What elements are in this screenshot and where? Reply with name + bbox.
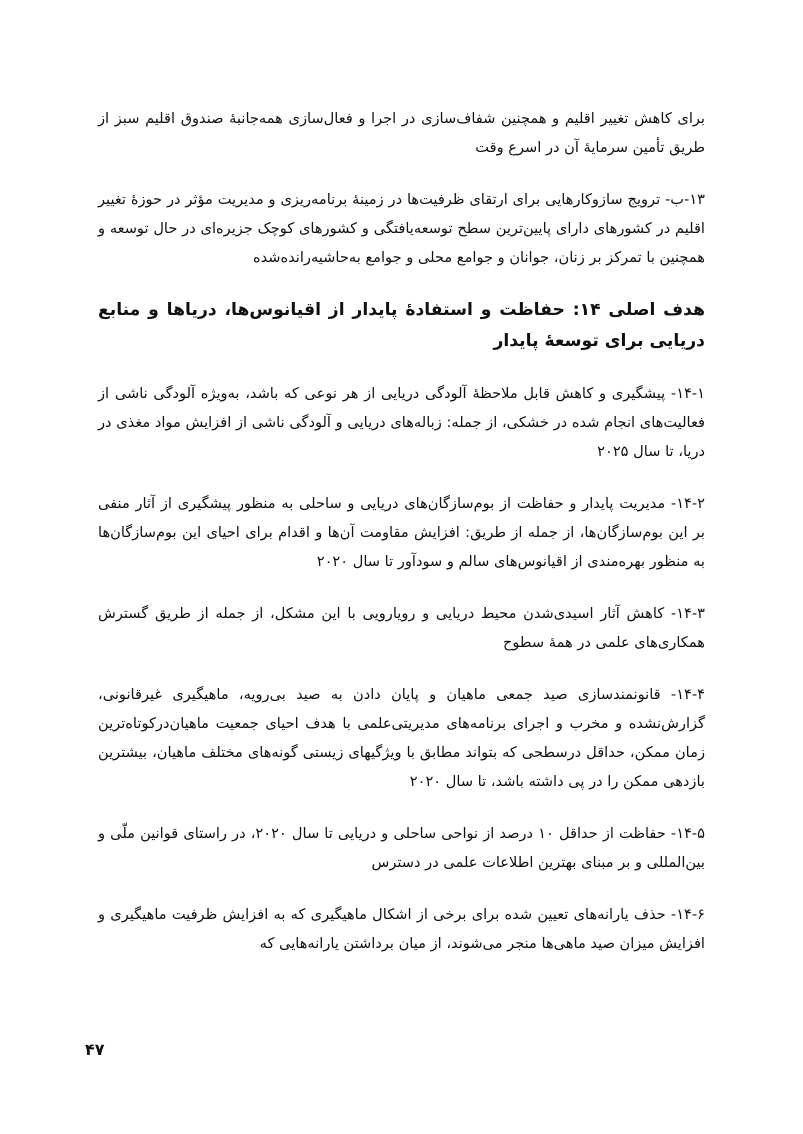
target-14-3: ۱۴-۳- کاهش آثار اسیدی‌شدن محیط دریایی و رویارویی با این مشکل، از جمله از طریق گسترش همکاری‌های علمی در همهٔ سطوح bbox=[98, 605, 705, 651]
target-14-6: ۱۴-۶- حذف یارانه‌های تعیین شده برای برخی از اشکال ماهیگیری که به افزایش ظرفیت ماهیگیری و افزایش میزان صید ماهی‌ها منجر می‌شوند، از میان برداشتن یارانه‌هایی که bbox=[98, 906, 705, 952]
page-number: ۴۷ bbox=[85, 1040, 105, 1059]
page-content bbox=[98, 104, 705, 981]
target-14-1: ۱۴-۱- پیشگیری و کاهش قابل ملاحظهٔ آلودگی دریایی از هر نوعی که باشد، به‌ویژه آلودگی ناشی از فعالیت‌های انجام شده در خشکی، از جمله: زباله‌های دریایی و آلودگی ناشی از افزایش مواد مغذی در دریا، تا سال ۲۰۲۵ bbox=[98, 385, 705, 460]
goal-14-heading: هدف اصلی ۱۴: حفاظت و استفادهٔ پایدار از اقیانوس‌ها، دریاها و منابع دریایی برای توسعهٔ پایدار bbox=[98, 300, 705, 351]
paragraph-target-13b: ۱۳-ب- ترویج سازوکارهایی برای ارتقای ظرفیت‌ها در زمینهٔ برنامه‌ریزی و مدیریت مؤثر در حوزهٔ تغییر اقلیم در کشورهای دارای پایین‌ترین سطح توسعه‌یافتگی و کشورهای کوچک جزیره‌ای در حال توسعه و همچنین با تمرکز بر زنان، جوانان و جوامع محلی و جوامع به‌حاشیه‌رانده‌شده bbox=[98, 191, 705, 266]
target-14-4: ۱۴-۴- قانونمندسازی صید جمعی ماهیان و پایان دادن به صید بی‌رویه، ماهیگیری غیرقانونی، گزارش‌نشده و مخرب و اجرای برنامه‌های مدیریتی‌علمی با هدف احیای جمعیت ماهیان‌درکوتاه‌ترین زمان ممکن، حداقل درسطحی که بتواند مطابق با ویژگیهای زیستی گونه‌های مختلف ماهیان، بیشترین بازدهی ممکن را در پی داشته باشد، تا سال ۲۰۲۰ bbox=[98, 686, 705, 790]
target-14-5: ۱۴-۵- حفاظت از حداقل ۱۰ درصد از نواحی ساحلی و دریایی تا سال ۲۰۲۰، در راستای قوانین ملّی و بین‌المللی و بر مبنای بهترین اطلاعات علمی در دسترس bbox=[98, 825, 705, 871]
target-14-2: ۱۴-۲- مدیریت پایدار و حفاظت از بوم‌سازگان‌های دریایی و ساحلی به منظور پیشگیری از آثار منفی بر این بوم‌سازگان‌ها، از جمله از طریق: افزایش مقاومت آن‌ها و اقدام برای احیای این بوم‌سازگان‌ها به منظور بهره‌مندی از اقیانوس‌های سالم و سودآور تا سال ۲۰۲۰ bbox=[98, 495, 705, 570]
paragraph-climate-fund: برای کاهش تغییر اقلیم و همچنین شفاف‌سازی در اجرا و فعال‌سازی همه‌جانبهٔ صندوق اقلیم سبز از طریق تأمین سرمایهٔ آن در اسرع وقت bbox=[98, 110, 705, 156]
